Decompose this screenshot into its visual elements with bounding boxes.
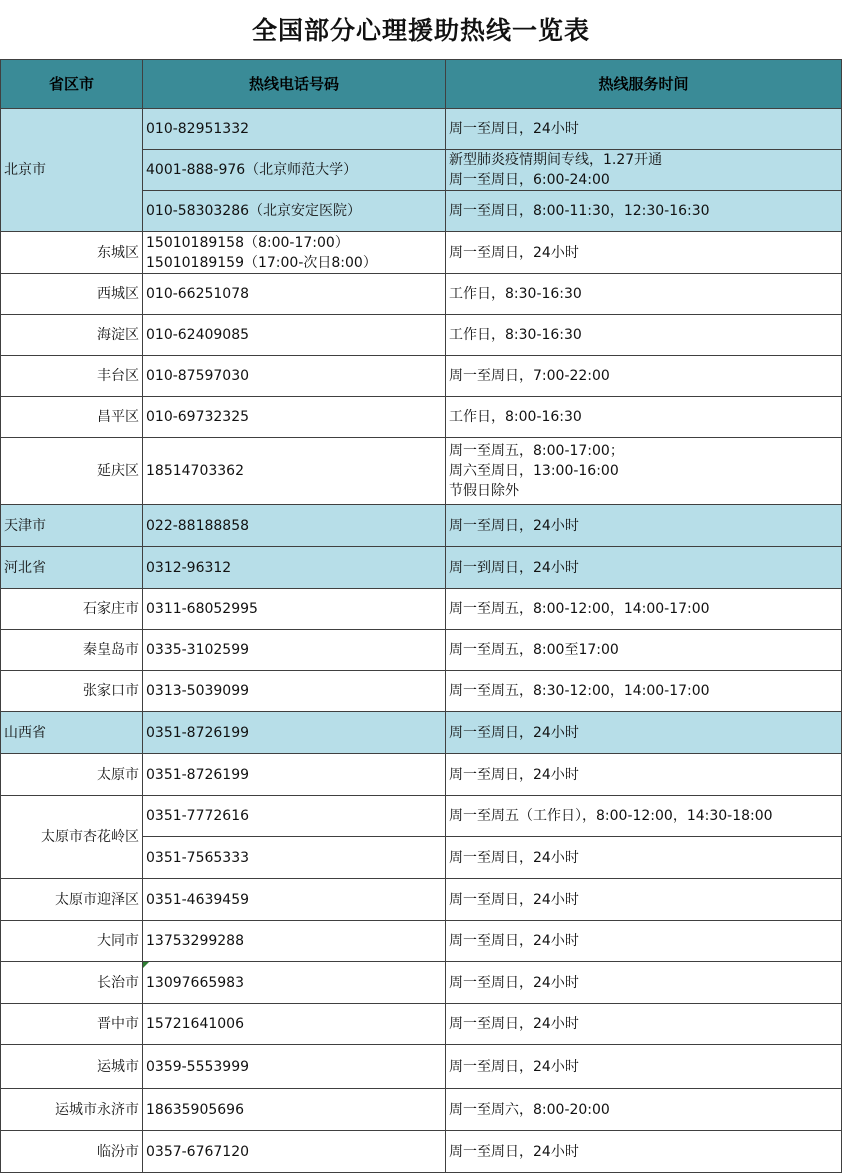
phone-cell[interactable]: 022-88188858 bbox=[143, 505, 446, 547]
hours-line: 周一至周五，8:00-17:00； bbox=[449, 443, 624, 459]
region-cell[interactable]: 海淀区 bbox=[1, 315, 143, 356]
phone-cell[interactable]: 15721641006 bbox=[143, 1004, 446, 1045]
phone-cell[interactable] bbox=[143, 232, 446, 274]
table-row bbox=[1, 1089, 842, 1131]
hours-cell[interactable]: 周一至周五，8:00至17:00 bbox=[446, 630, 842, 671]
hours-cell[interactable]: 周一至周日，7:00-22:00 bbox=[446, 356, 842, 397]
phone-cell[interactable]: 010-58303286（北京安定医院） bbox=[143, 191, 446, 232]
hours-line: 节假日除外 bbox=[449, 483, 519, 499]
hours-cell[interactable]: 周一至周日，24小时 bbox=[446, 505, 842, 547]
hours-cell[interactable]: 周一至周日，24小时 bbox=[446, 962, 842, 1004]
region-cell[interactable]: 延庆区 bbox=[1, 438, 143, 505]
table-row bbox=[1, 1004, 842, 1045]
hours-line: 周一至周日，6:00-24:00 bbox=[449, 172, 610, 188]
hours-cell[interactable]: 周一至周日，8:00-11:30，12:30-16:30 bbox=[446, 191, 842, 232]
table-row bbox=[1, 505, 842, 547]
phone-cell[interactable]: 0359-5553999 bbox=[143, 1045, 446, 1089]
table-row bbox=[1, 109, 842, 150]
region-cell[interactable]: 东城区 bbox=[1, 232, 143, 274]
hours-cell[interactable]: 工作日，8:30-16:30 bbox=[446, 274, 842, 315]
region-cell[interactable]: 石家庄市 bbox=[1, 589, 143, 630]
table-row bbox=[1, 1131, 842, 1173]
region-cell[interactable]: 临汾市 bbox=[1, 1131, 143, 1173]
table-row bbox=[1, 232, 842, 274]
table-row bbox=[1, 438, 842, 505]
table-row bbox=[1, 1045, 842, 1089]
phone-cell[interactable]: 0311-68052995 bbox=[143, 589, 446, 630]
phone-cell[interactable]: 010-69732325 bbox=[143, 397, 446, 438]
table-row bbox=[1, 356, 842, 397]
hotline-table bbox=[0, 59, 842, 1173]
phone-cell[interactable]: 010-66251078 bbox=[143, 274, 446, 315]
hours-cell[interactable] bbox=[446, 438, 842, 505]
column-header-hours[interactable]: 热线服务时间 bbox=[446, 60, 842, 109]
phone-cell[interactable]: 0351-7565333 bbox=[143, 837, 446, 879]
phone-cell[interactable]: 0351-7772616 bbox=[143, 796, 446, 837]
phone-cell[interactable]: 4001-888-976（北京师范大学） bbox=[143, 150, 446, 191]
table-row bbox=[1, 921, 842, 962]
page-title: 全国部分心理援助热线一览表 bbox=[251, 16, 590, 45]
hours-cell[interactable]: 周一至周日，24小时 bbox=[446, 921, 842, 962]
table-row bbox=[1, 630, 842, 671]
phone-cell[interactable]: 13753299288 bbox=[143, 921, 446, 962]
phone-cell[interactable]: 0312-96312 bbox=[143, 547, 446, 589]
hours-cell[interactable]: 周一至周日，24小时 bbox=[446, 232, 842, 274]
hours-cell[interactable] bbox=[446, 150, 842, 191]
table-row bbox=[1, 274, 842, 315]
table-row bbox=[1, 671, 842, 712]
region-cell[interactable]: 昌平区 bbox=[1, 397, 143, 438]
region-cell[interactable]: 运城市 bbox=[1, 1045, 143, 1089]
column-header-region[interactable]: 省区市 bbox=[1, 60, 143, 109]
phone-cell[interactable]: 0357-6767120 bbox=[143, 1131, 446, 1173]
table-row bbox=[1, 879, 842, 921]
table-row bbox=[1, 315, 842, 356]
table-row bbox=[1, 796, 842, 837]
phone-line: 15010189158（8:00-17:00） bbox=[146, 234, 349, 251]
hours-cell[interactable]: 工作日，8:00-16:30 bbox=[446, 397, 842, 438]
table-row bbox=[1, 589, 842, 630]
region-cell[interactable]: 太原市 bbox=[1, 754, 143, 796]
hours-cell[interactable]: 周一至周日，24小时 bbox=[446, 109, 842, 150]
hours-cell[interactable]: 周一至周五（工作日），8:00-12:00，14:30-18:00 bbox=[446, 796, 842, 837]
phone-cell[interactable]: 18514703362 bbox=[143, 438, 446, 505]
phone-cell[interactable]: 010-62409085 bbox=[143, 315, 446, 356]
column-header-phone[interactable]: 热线电话号码 bbox=[143, 60, 446, 109]
table-header-row bbox=[1, 60, 842, 109]
region-cell[interactable]: 太原市迎泽区 bbox=[1, 879, 143, 921]
region-cell[interactable]: 丰台区 bbox=[1, 356, 143, 397]
region-cell[interactable]: 晋中市 bbox=[1, 1004, 143, 1045]
region-cell[interactable]: 秦皇岛市 bbox=[1, 630, 143, 671]
phone-line: 15010189159（17:00-次日8:00） bbox=[146, 254, 377, 271]
region-cell[interactable]: 河北省 bbox=[1, 547, 143, 589]
table-row bbox=[1, 547, 842, 589]
hours-line: 周六至周日，13:00-16:00 bbox=[449, 463, 619, 479]
region-cell[interactable]: 大同市 bbox=[1, 921, 143, 962]
region-cell[interactable]: 运城市永济市 bbox=[1, 1089, 143, 1131]
hours-cell[interactable]: 周一至周六，8:00-20:00 bbox=[446, 1089, 842, 1131]
phone-cell[interactable]: 010-87597030 bbox=[143, 356, 446, 397]
region-cell[interactable]: 太原市杏花岭区 bbox=[1, 796, 143, 879]
hours-cell[interactable]: 周一到周日，24小时 bbox=[446, 547, 842, 589]
region-cell[interactable]: 长治市 bbox=[1, 962, 143, 1004]
hours-cell[interactable]: 周一至周五，8:00-12:00，14:00-17:00 bbox=[446, 589, 842, 630]
table-row bbox=[1, 712, 842, 754]
region-cell[interactable]: 天津市 bbox=[1, 505, 143, 547]
phone-cell[interactable]: 0351-4639459 bbox=[143, 879, 446, 921]
region-cell[interactable]: 张家口市 bbox=[1, 671, 143, 712]
phone-cell[interactable]: 0335-3102599 bbox=[143, 630, 446, 671]
region-cell[interactable]: 西城区 bbox=[1, 274, 143, 315]
hours-cell[interactable]: 周一至周日，24小时 bbox=[446, 1004, 842, 1045]
hours-cell[interactable]: 周一至周五，8:30-12:00，14:00-17:00 bbox=[446, 671, 842, 712]
region-cell[interactable]: 北京市 bbox=[1, 109, 143, 232]
table-row bbox=[1, 962, 842, 1004]
hours-cell[interactable]: 工作日，8:30-16:30 bbox=[446, 315, 842, 356]
hours-line: 新型肺炎疫情期间专线，1.27开通 bbox=[449, 152, 663, 168]
table-row bbox=[1, 754, 842, 796]
hours-cell[interactable]: 周一至周日，24小时 bbox=[446, 1045, 842, 1089]
hours-cell[interactable]: 周一至周日，24小时 bbox=[446, 712, 842, 754]
phone-cell[interactable]: 0351-8726199 bbox=[143, 712, 446, 754]
phone-cell[interactable]: 18635905696 bbox=[143, 1089, 446, 1131]
table-row bbox=[1, 397, 842, 438]
phone-cell[interactable]: 0313-5039099 bbox=[143, 671, 446, 712]
hours-cell[interactable]: 周一至周日，24小时 bbox=[446, 837, 842, 879]
hours-cell[interactable]: 周一至周日，24小时 bbox=[446, 754, 842, 796]
phone-cell[interactable]: 010-82951332 bbox=[143, 109, 446, 150]
hours-cell[interactable]: 周一至周日，24小时 bbox=[446, 879, 842, 921]
region-cell[interactable]: 山西省 bbox=[1, 712, 143, 754]
phone-cell[interactable]: 0351-8726199 bbox=[143, 754, 446, 796]
phone-cell[interactable]: 13097665983 bbox=[143, 962, 446, 1004]
hours-cell[interactable]: 周一至周日，24小时 bbox=[446, 1131, 842, 1173]
